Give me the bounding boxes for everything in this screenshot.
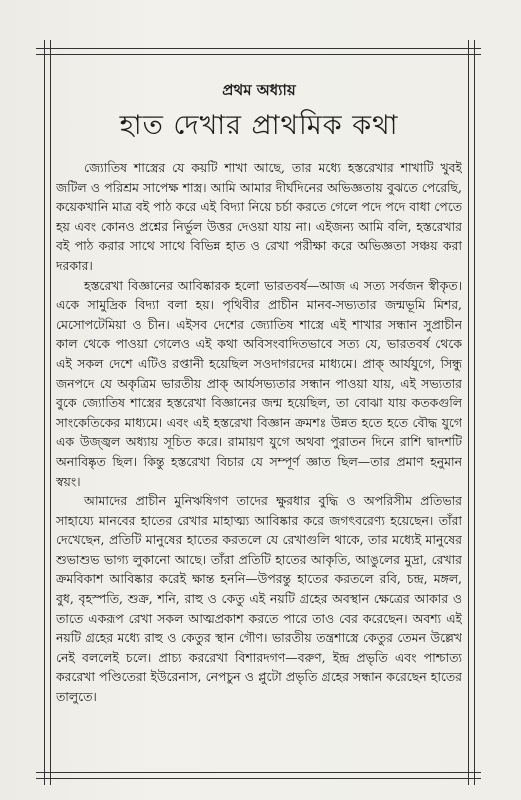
chapter-title: হাত দেখার প্রাথমিক কথা [119,110,399,141]
left-double-rule [44,40,51,785]
paragraph-1: জ্যোতিষ শাস্ত্রের যে কয়টি শাখা আছে, তার মধ্যে হস্তরেখার শাখাটি খুবই জটিল ও পরিশ্রম সাপেক্ষ শাস্ত্র। আমি আমার দীর্ঘদিনের অভিজ্ঞতায় বুঝতে পেরেছি, কয়েকখানি মাত্র বই পাঠ করে এই বিদ্যা নিয়ে চর্চা করতে গেলে পদে পদে বাধা পেতে হয় এবং কোনও প্রশ্নের নির্ভুল উত্তর দেওয়া যায় না। এইজন্য আমি বলি, হস্তরেখার বই পাঠ করার সাথে সাথে বিভিন্ন হাত ও রেখা পরীক্ষা করে অভিজ্ঞতা সঞ্চয় করা দরকার। [56,160,462,273]
paragraph-2: হস্তরেখা বিজ্ঞানের আবিষ্কারক হলো ভারতবর্ষ—আজ এ সত্য সর্বজন স্বীকৃত। একে সামুদ্রিক বিদ্যা বলা হয়। পৃথিবীর প্রাচীন মানব-সভ্যতার জন্মভূমি মিশর, মেসোপটেমিয়া ও চীন। এইসব দেশের জ্যোতিষ শাস্ত্রে এই শাখার সন্ধান সুপ্রাচীন কাল থেকে পাওয়া গেলেও এই কথা অবিসংবাদিতভাবে সত্য যে, ভারতবর্ষ থেকে এই সকল দেশে এটিও রপ্তানী হয়েছিল সওদাগরদের মাধ্যমে। প্রাক্ আর্যযুগে, সিন্ধু জনপদে যে অকৃত্রিম ভারতীয় প্রাক্ আর্যসভ্যতার সন্ধান পাওয়া যায়, এই সভ্যতার বুকে জ্যোতিষ শাস্ত্রের হস্তরেখা বিজ্ঞানের জন্ম হয়েছিল, তা বোঝা যায় কতকগুলি সাংকেতিকের মাধ্যমে। এবং এই হস্তরেখা বিজ্ঞান ক্রমশঃ উন্নত হতে হতে বৌদ্ধ যুগে এক উজ্জ্বল অধ্যায় সূচিত করে। রামায়ণ যুগে অথবা পুরাতন দিনে রাশি দ্বাদশটি অনাবিষ্কৃত ছিল। কিন্তু হস্তরেখা বিচার যে সম্পূর্ণ জ্ঞাত ছিল—তার প্রমাণ হনুমান স্বয়ং। [56,277,462,489]
right-double-rule [468,40,475,785]
paragraph-3: আমাদের প্রাচীন মুনিঋষিগণ তাদের ক্ষুরধার বুদ্ধি ও অপরিসীম প্রতিভার সাহায্যে মানবের হাতের রেখার মাহাত্ম্য আবিষ্কার করে জগৎবরেণ্য হয়েছেন। তাঁরা দেখেছেন, প্রতিটি মানুষের হাতের করতলে যে রেখাগুলি থাকে, তার মধ্যেই মানুষের শুভাশুভ ভাগ্য লুকানো আছে। তাঁরা প্রতিটি হাতের আকৃতি, আঙুলের মুদ্রা, রেখার ক্রমবিকাশ আবিষ্কার করেই ক্ষান্ত হননি—উপরন্তু হাতের করতলে রবি, চন্দ্র, মঙ্গল, বুধ, বৃহস্পতি, শুক্র, শনি, রাহু ও কেতু এই নয়টি গ্রহের অবস্থান ক্ষেত্রের আকার ও তাতে একরূপ রেখা সকল আত্মপ্রকাশ করতে পারে তাও বের করেছেন। অবশ্য এই নয়টি গ্রহের মধ্যে রাহু ও কেতুর স্থান গৌণ। ভারতীয় তন্ত্রশাস্ত্রে কেতুর তেমন উল্লেখ নেই বললেই চলে। প্রাচ্য কররেখা বিশারদগণ—বরুণ, ইন্দ্র প্রভৃতি এবং পাশ্চাত্য কররেখা পণ্ডিতেরা ইউরেনাস, নেপচুন ও প্লুটো প্রভৃতি গ্রহের সন্ধান করেছেন হাতের তালুতে। [56,493,462,705]
bottom-double-rule [36,772,481,779]
page-content [56,78,462,766]
chapter-heading: প্রথম অধ্যায় [222,81,296,99]
top-double-rule [36,48,481,55]
